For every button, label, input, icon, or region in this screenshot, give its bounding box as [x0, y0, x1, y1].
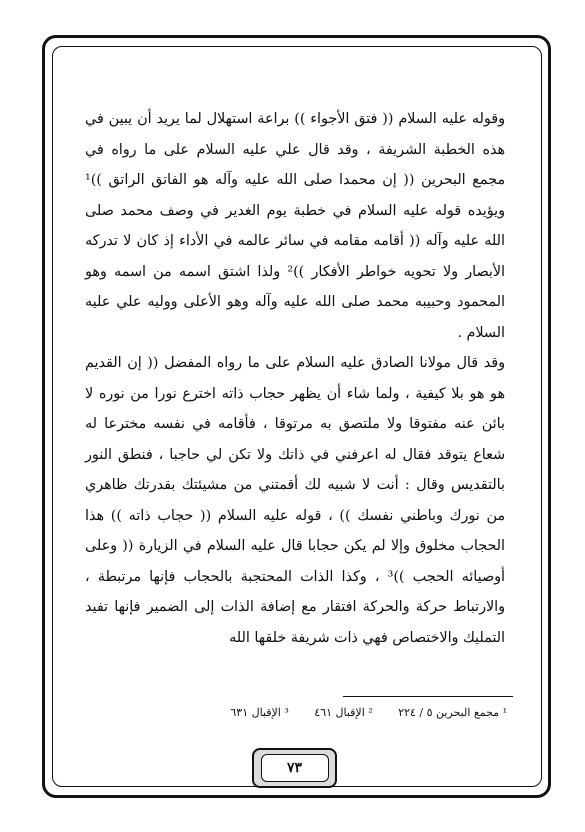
footnotes: [107, 706, 507, 719]
footnote-2: ² الإقبال ٤٦١: [314, 706, 373, 719]
footnote-1: ¹ مجمع البحرين ٥ / ٢٢٤: [398, 706, 507, 719]
footnote-3: ³ الإقبال ٦٣١: [230, 706, 289, 719]
paragraph-2: وقد قال مولانا الصادق عليه السلام على ما رواه المفضل (( إن القديم هو هو بلا كيفية ، ولما شاء أن يظهر حجاب ذاته اخترع نورا من نوره لا بائن عنه مفتوقا ولا ملتصق به مرتوقا ، فأقامه في نفسه مخترعا له شعاع يتوقد فقال له اعرفني في ذاتك ولا تكن لي حاجبا ، فنطق النور بالتقديس وقال : أنت لا شبيه لك أقمتني من مشيئتك بقدرتك ظاهري من نورك وباطني نفسك )) ، قوله عليه السلام (( حجاب ذاته )) هذا الحجاب مخلوق وإلا لم يكن حجابا قال عليه السلام في الزيارة (( وعلى أوصيائه الحجب ))³ ، وكذا الذات المحتجبة بالحجاب فإنها مرتبطة ، والارتباط حركة والحركة افتقار مع إضافة الذات إلى الضمير فإنها تفيد التمليك والاختصاص فهي ذات شريفة خلقها الله: [85, 355, 505, 646]
footnote-divider: [343, 696, 513, 697]
main-text: [85, 104, 505, 653]
page-number: ٧٣: [261, 754, 329, 782]
paragraph-1: وقوله عليه السلام (( فتق الأجواء )) براعة استهلال لما يريد أن يبين في هذه الخطبة الشريفة ، وقد قال علي عليه السلام على ما رواه في مجمع البحرين (( إن محمدا صلى الله عليه وآله هو الفاتق الراتق ))¹ ويؤيده قوله عليه السلام في خطبة يوم الغدير في وصف محمد صلى الله عليه وآله (( أقامه مقامه في سائر عالمه في الأداء إذ كان لا تدركه الأبصار ولا تحويه خواطر الأفكار ))² ولذا اشتق اسمه من اسمه وهو المحمود وحبيبه محمد صلى الله عليه وآله وهو الأعلى ووليه علي عليه السلام .: [85, 111, 505, 341]
page-number-badge: [252, 748, 337, 788]
